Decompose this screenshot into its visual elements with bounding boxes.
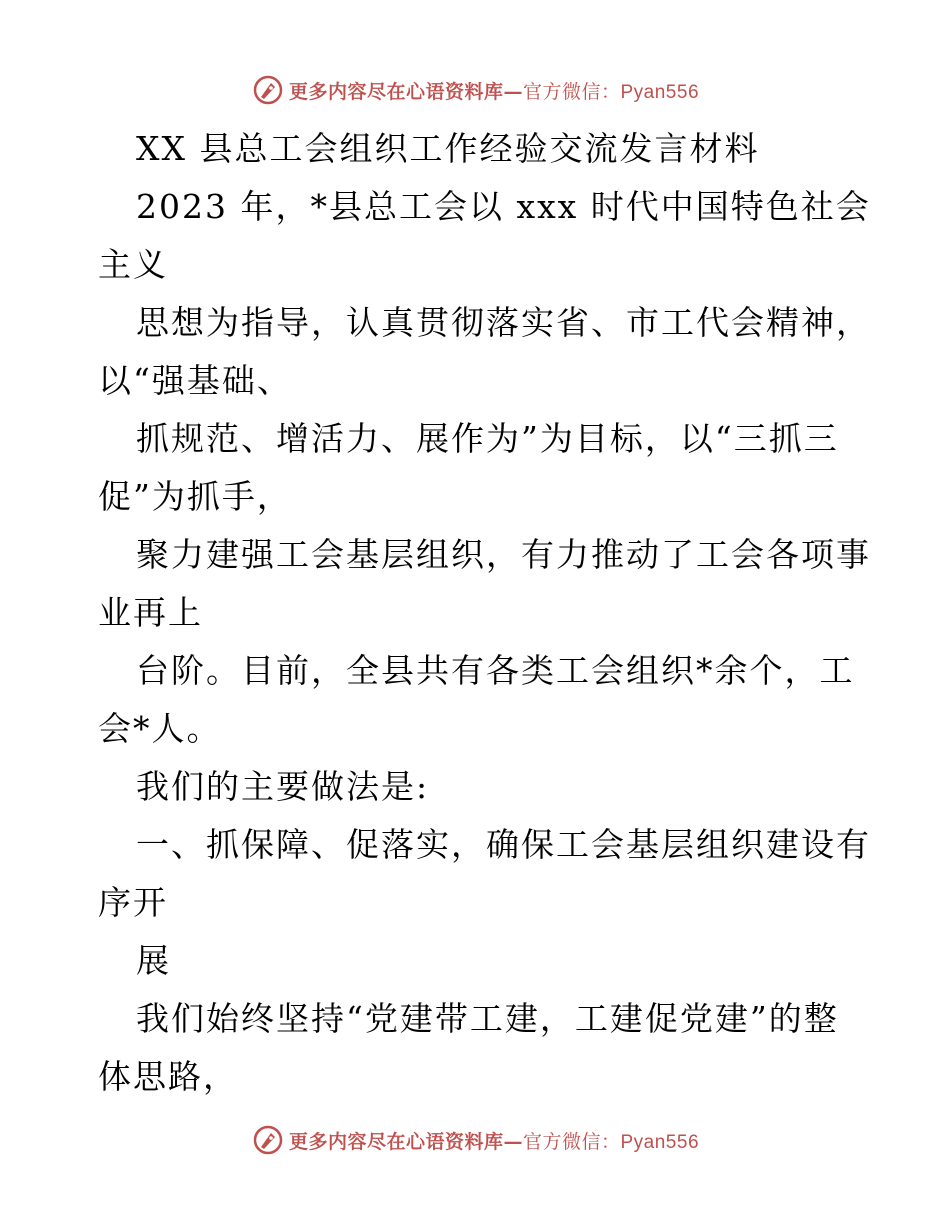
paragraph-line: 以“强基础、	[98, 361, 292, 400]
paragraph-line: 抓规范、增活力、展作为”为目标，以“三抓三	[136, 419, 839, 458]
paragraph-line: 我们的主要做法是:	[136, 767, 430, 806]
paragraph-line: 主义	[98, 245, 168, 284]
paragraph-line: 促”为抓手，	[98, 477, 292, 516]
paragraph-line: 2023 年，*县总工会以 xxx 时代中国特色社会	[136, 187, 871, 226]
paragraph-line: 我们始终坚持“党建带工建，工建促党建”的整	[136, 999, 839, 1038]
paragraph-line: 体思路，	[98, 1057, 238, 1096]
pen-nib-circle-icon	[251, 1123, 285, 1157]
paragraph-line: 业再上	[98, 593, 203, 632]
paragraph-line: 台阶。目前，全县共有各类工会组织*余个，工	[136, 651, 855, 690]
header-watermark	[0, 70, 950, 110]
section-heading-line: 展	[136, 941, 171, 980]
paragraph-line: 思想为指导，认真贯彻落实省、市工代会精神，	[136, 303, 871, 342]
document-title: XX 县总工会组织工作经验交流发言材料	[136, 129, 760, 168]
watermark-text: 更多内容尽在心语资料库—官方微信：Pyan556	[288, 1130, 700, 1153]
section-heading-line: 一、抓保障、促落实，确保工会基层组织建设有	[136, 825, 871, 864]
paragraph-line: 会*人。	[98, 709, 222, 748]
watermark-text: 更多内容尽在心语资料库—官方微信：Pyan556	[288, 80, 700, 103]
paragraph-line: 聚力建强工会基层组织，有力推动了工会各项事	[136, 535, 871, 574]
document-body	[98, 120, 871, 1106]
pen-nib-circle-icon	[251, 73, 285, 107]
section-heading-line: 序开	[98, 883, 168, 922]
footer-watermark	[0, 1120, 950, 1160]
